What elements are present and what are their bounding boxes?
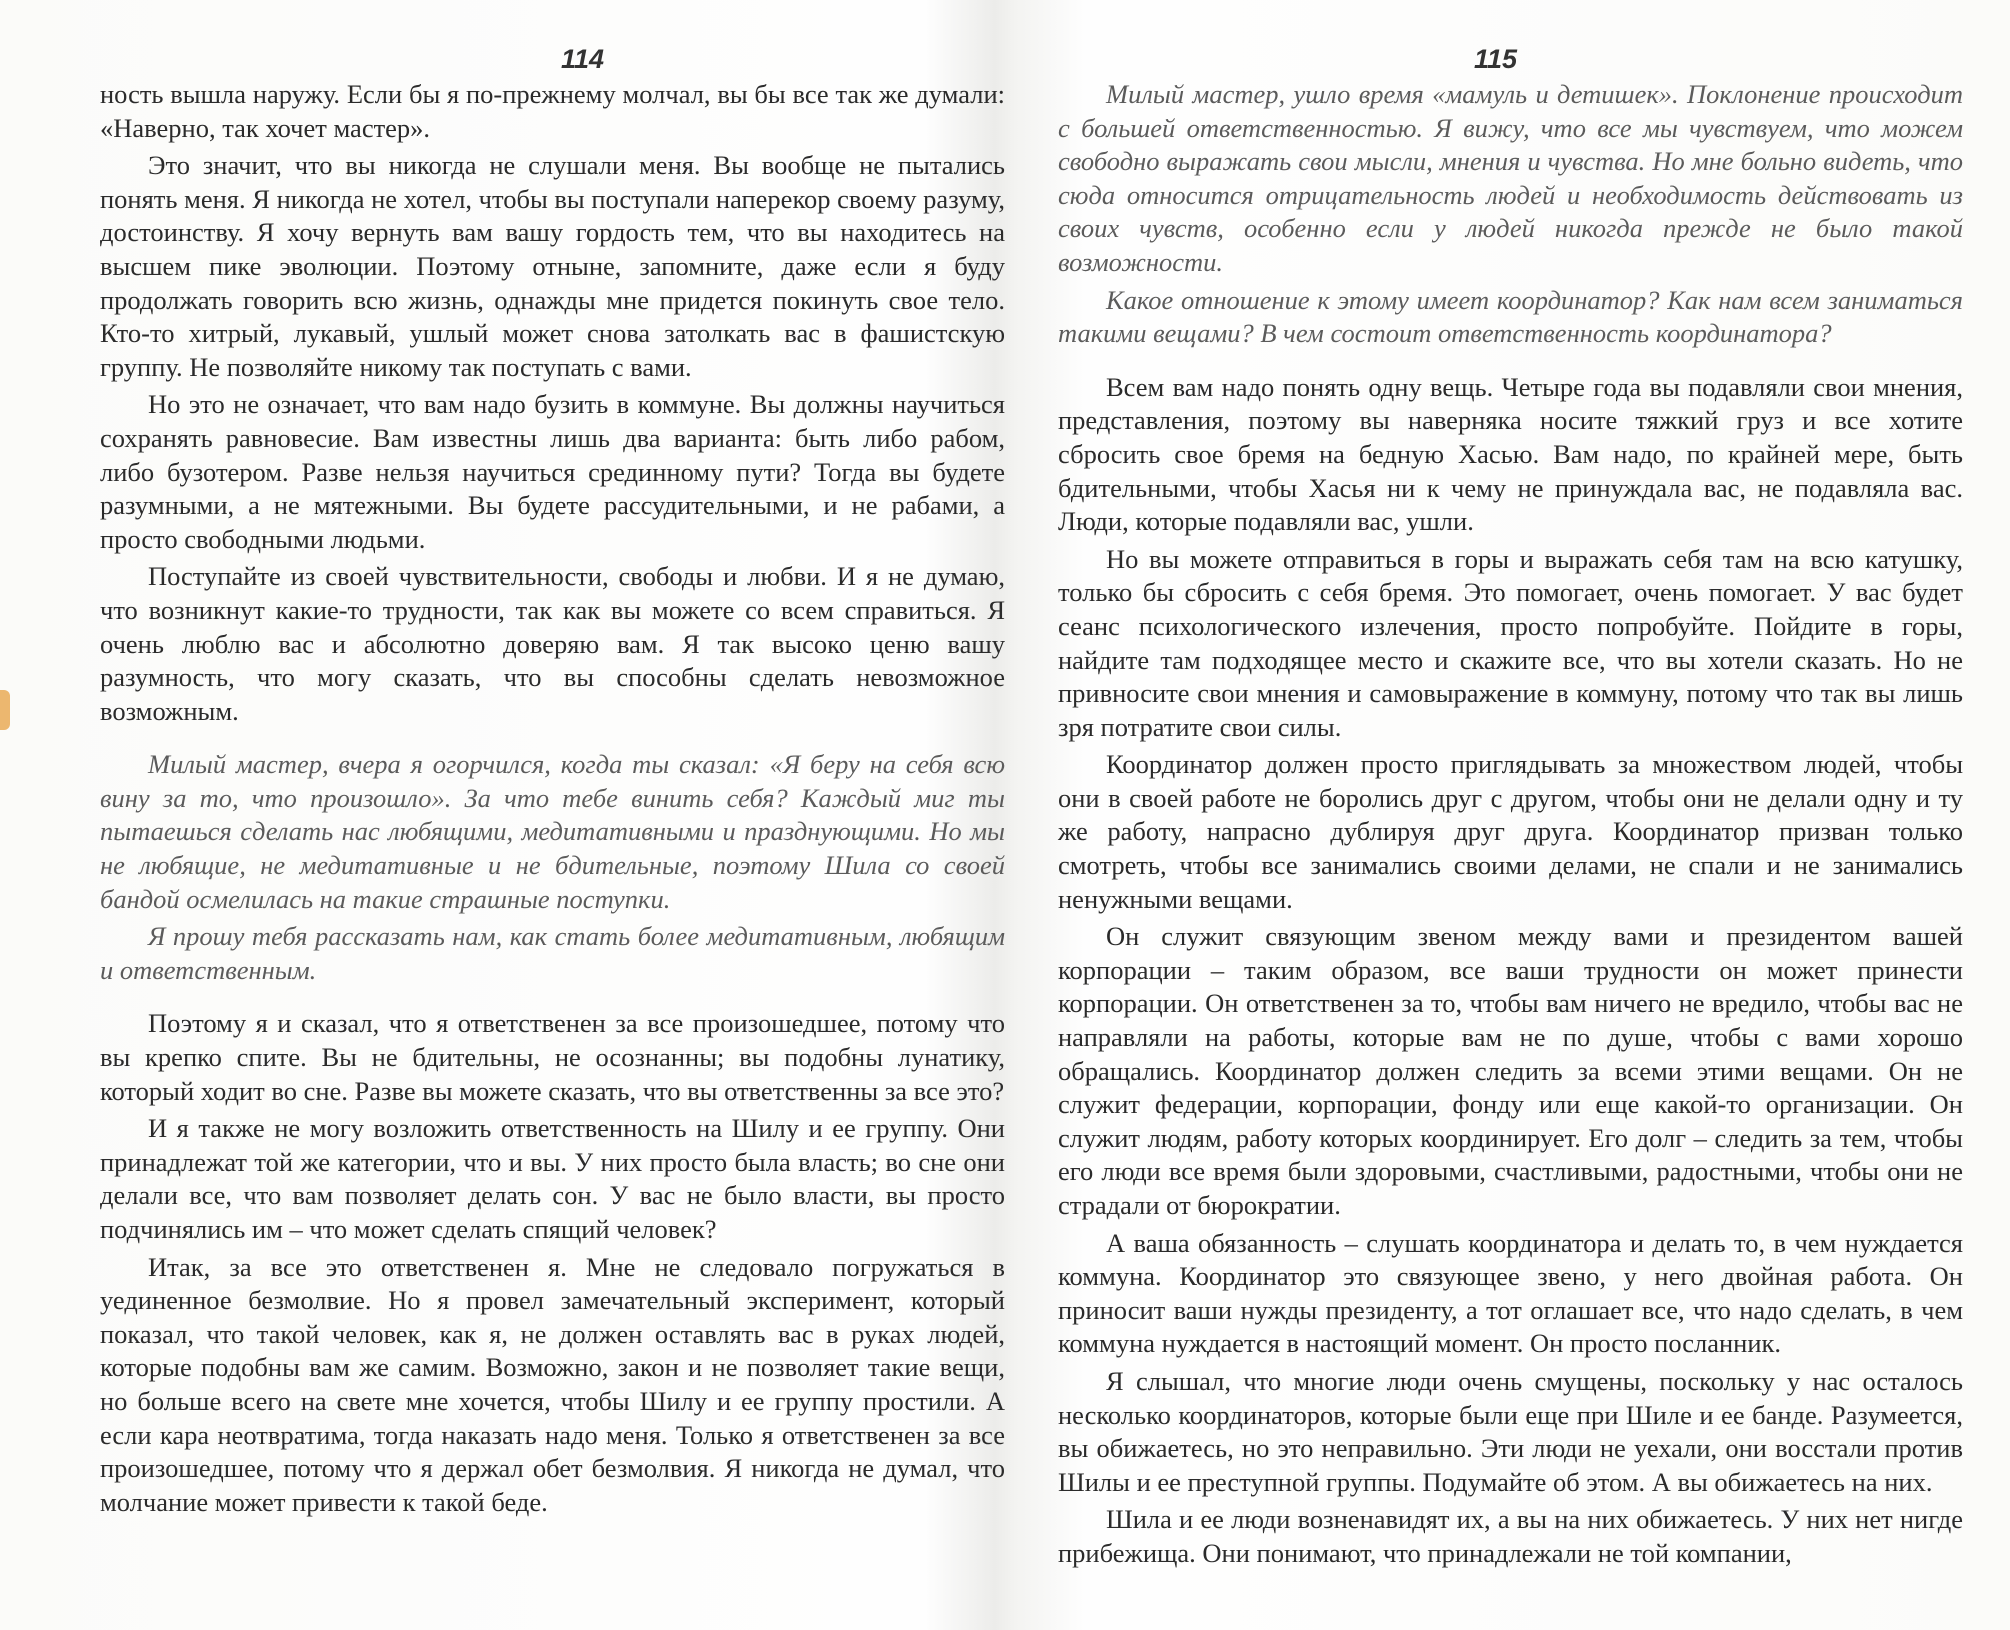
paragraph: Но вы можете отправиться в горы и выражать себя там на всю катушку, только бы сбросить с себя бремя. Это помогает, очень помогает. У вас будет сеанс психологического излечения, просто попробуйте. Пойдите в горы, найдите там подходящее место и скажите все, что вы хотели сказать. Но не привносите свои мнения и самовыражение в коммуну, потому что так вы лишь зря потратите свои силы. (1058, 543, 1963, 742)
page-edge-mark (0, 690, 10, 730)
right-page-text (1058, 78, 1963, 1571)
paragraph: И я также не могу возложить ответственность на Шилу и ее группу. Они принадлежат той же категории, что и вы. У них просто была власть; во сне они делали все, что вам позволяет делать сон. У вас не было власти, вы просто подчинялись им – что может сделать спящий человек? (100, 1113, 1005, 1244)
paragraph: Он служит связующим звеном между вами и президентом вашей корпорации – таким образом, все ваши трудности он может принести корпорации. Он ответственен за то, чтобы вам ничего не вредило, чтобы вас не направляли на работы, которые вам не по душе, чтобы с вами хорошо обращались. Координатор должен следить за всеми этими вещами. Он не служит федерации, корпорации, фонду или еще какой-то организации. Он служит людям, работу которых координирует. Его долг – следить за тем, чтобы его люди все время были здоровыми, счастливыми, радостными, чтобы они не страдали от бюрократии. (1058, 921, 1963, 1220)
right-page (1058, 42, 1963, 1571)
paragraph: А ваша обязанность – слушать координатора и делать то, в чем нуждается коммуна. Координатор это связующее звено, у него двойная работа. Он приносит ваши нужды президенту, а тот оглашает все, что надо сделать, в чем коммуна нуждается в настоящий момент. Он просто посланник. (1058, 1227, 1963, 1359)
paragraph: Всем вам надо понять одну вещь. Четыре года вы подавляли свои мнения, представления, поэтому вы наверняка носите тяжкий груз и все хотите сбросить свое бремя на бедную Хасью. Вам надо, по крайней мере, быть бдительными, чтобы Хасья ни к чему не принуждала вас, не подавляла вас. Люди, которые подавляли вас, ушли. (1058, 371, 1963, 537)
paragraph: Поступайте из своей чувствительности, свободы и любви. И я не думаю, что возникнут какие-то трудности, так как вы можете со всем справиться. Я очень люблю вас и абсолютно доверяю вам. Я так высоко ценю вашу разумность, что могу сказать, что вы способны сделать невозможное возможным. (100, 561, 1005, 726)
paragraph: ность вышла наружу. Если бы я по-прежнему молчал, вы бы все так же думали: «Наверно, так хочет мастер». (100, 79, 1005, 143)
paragraph: Итак, за все это ответственен я. Мне не следовало погружаться в уединенное безмолвие. Но я провел замечательный эксперимент, который показал, что такой человек, как я, не должен оставлять вас в руках людей, которые подобны вам же самим. Возможно, закон и не позволяет такие вещи, но больше всего на свете мне хочется, чтобы Шилу и ее группу простили. А если кара неотвратима, тогда наказать надо меня. Только я ответственен за все произошедшее, потому что я держал обет безмолвия. Я никогда не думал, что молчание может привести к такой беде. (100, 1251, 1005, 1517)
paragraph: Это значит, что вы никогда не слушали меня. Вы вообще не пытались понять меня. Я никогда не хотел, чтобы вы поступали наперекор своему разуму, достоинству. Я хочу вернуть вам вашу гордость тем, что вы находитесь на высшем пике эволюции. Поэтому отныне, запомните, даже если я буду продолжать говорить всю жизнь, однажды мне придется покинуть свое тело. Кто-то хитрый, лукавый, ушлый может снова затолкать вас в фашистскую группу. Не позволяйте никому так поступать с вами. (100, 150, 1005, 382)
paragraph: Я слышал, что многие люди очень смущены, поскольку у нас осталось несколько координаторов, которые были еще при Шиле и ее банде. Разумеется, вы обижаетесь, но это неправильно. Эти люди не уехали, они восстали против Шилы и ее преступной группы. Подумайте об этом. А вы обижаетесь на них. (1058, 1365, 1963, 1497)
left-page (100, 42, 1005, 1519)
paragraph: Но это не означает, что вам надо бузить в коммуне. Вы должны научиться сохранять равновесие. Вам известны лишь два варианта: быть либо рабом, либо бузотером. Разве нельзя научиться срединному пути? Тогда вы будете разумными, а не мятежными. Вы будете рассудительными, и не рабами, а просто свободными людьми. (100, 389, 1005, 554)
question-paragraph: Какое отношение к этому имеет координатор? Как нам всем заниматься такими вещами? В чем состоит ответственность координатора? (1058, 284, 1963, 349)
paragraph: Шила и ее люди возненавидят их, а вы на них обижаетесь. У них нет нигде прибежища. Они понимают, что принадлежали не той компании, (1058, 1504, 1963, 1568)
question-paragraph: Я прошу тебя рассказать нам, как стать более медитативным, любящим и ответственным. (100, 921, 1005, 985)
question-paragraph: Милый мастер, вчера я огорчился, когда ты сказал: «Я беру на себя всю вину за то, что произошло». За что тебе винить себя? Каждый миг ты пытаешься сделать нас любящими, медитативными и празднующими. Но мы не любящие, не медитативные и не бдительные, поэтому Шила со своей бандой осмелилась на такие страшные поступки. (100, 749, 1005, 914)
paragraph: Поэтому я и сказал, что я ответственен за все произошедшее, потому что вы крепко спите. Вы не бдительны, не осознанны; вы подобны лунатику, который ходит во сне. Разве вы можете сказать, что вы ответственны за все это? (100, 1008, 1005, 1106)
left-page-number: 114 (560, 44, 605, 74)
right-page-number: 115 (1473, 44, 1518, 74)
question-paragraph: Милый мастер, ушло время «мамуль и детишек». Поклонение происходит с большей ответственностью. Я вижу, что все мы чувствуем, что можем свободно выражать свои мысли, мнения и чувства. Но мне больно видеть, что сюда относится отрицательность людей и необходимость действовать из своих чувств, особенно если у людей никогда прежде не было такой возможности. (1058, 79, 1963, 277)
paragraph: Координатор должен просто приглядывать за множеством людей, чтобы они в своей работе не боролись друг с другом, чтобы они не делали одну и ту же работу, напрасно дублируя друг друга. Координатор призван только смотреть, чтобы все занимались своими делами, не спали и не занимались ненужными вещами. (1058, 749, 1963, 914)
left-page-text (100, 78, 1005, 1519)
